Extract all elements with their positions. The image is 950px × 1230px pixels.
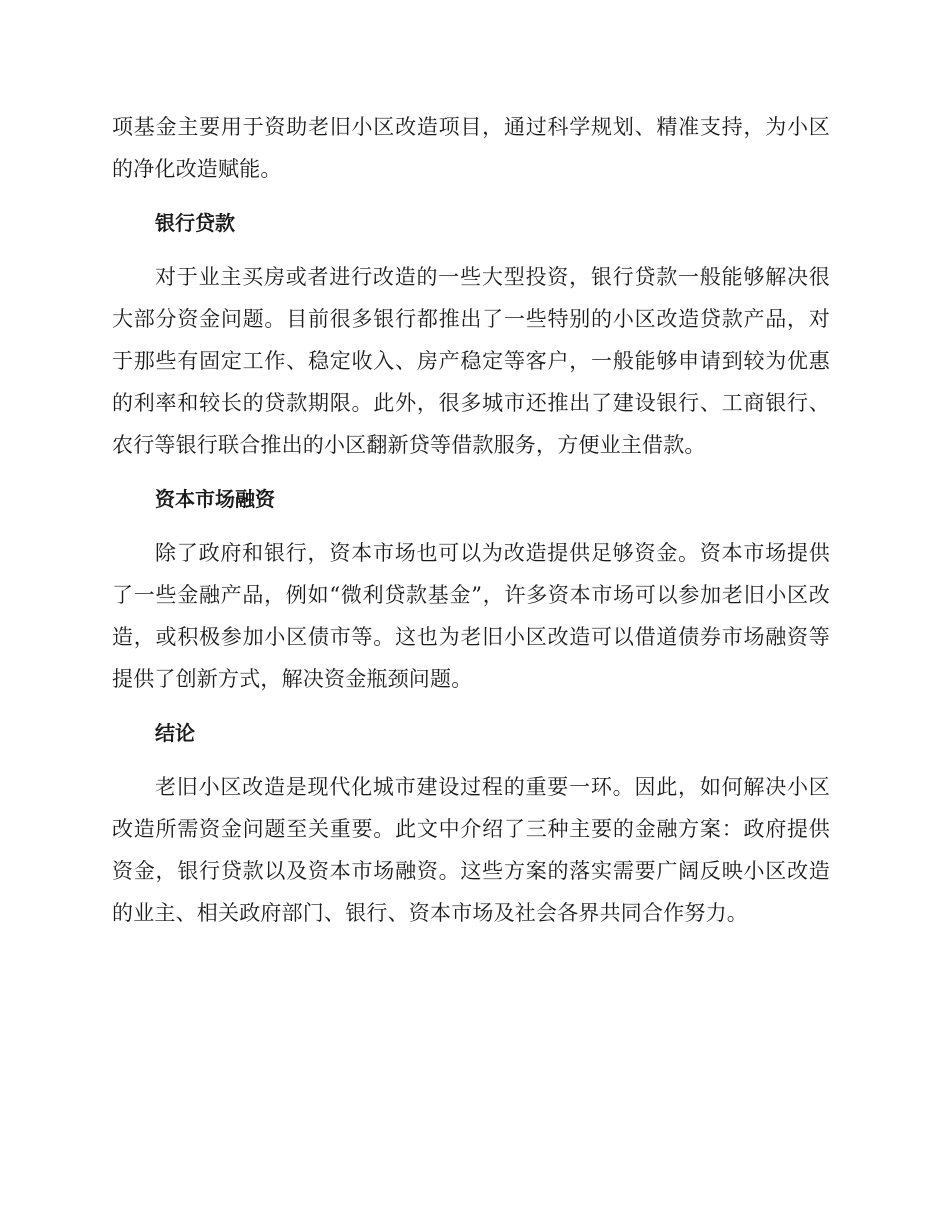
section-paragraph-bank-loans: 对于业主买房或者进行改造的一些大型投资，银行贷款一般能够解决很大部分资金问题。目前很多银行都推出了一些特别的小区改造贷款产品，对于那些有固定工作、稳定收入、房产稳定等客户，一般能够申请到较为优惠的利率和较长的贷款期限。此外，很多城市还推出了建设银行、工商银行、农行等银行联合推出的小区翻新贷等借款服务，方便业主借款。 bbox=[112, 265, 830, 457]
continuation-paragraph: 项基金主要用于资助老旧小区改造项目，通过科学规划、精准支持，为小区的净化改造赋能。 bbox=[112, 115, 830, 181]
section-heading-conclusion: 结论 bbox=[155, 721, 195, 745]
section-paragraph-conclusion: 老旧小区改造是现代化城市建设过程的重要一环。因此，如何解决小区改造所需资金问题至关重要。此文中介绍了三种主要的金融方案：政府提供资金，银行贷款以及资本市场融资。这些方案的落实需要广阔反映小区改造的业主、相关政府部门、银行、资本市场及社会各界共同合作努力。 bbox=[112, 775, 830, 925]
document-page bbox=[112, 106, 830, 934]
section-paragraph-capital-market: 除了政府和银行，资本市场也可以为改造提供足够资金。资本市场提供了一些金融产品，例如“微利贷款基金”，许多资本市场可以参加老旧小区改造，或积极参加小区债市等。这也为老旧小区改造可以借道债券市场融资等提供了创新方式，解决资金瓶颈问题。 bbox=[112, 541, 830, 691]
section-heading-capital-market: 资本市场融资 bbox=[155, 487, 275, 511]
section-heading-bank-loans: 银行贷款 bbox=[155, 211, 235, 235]
